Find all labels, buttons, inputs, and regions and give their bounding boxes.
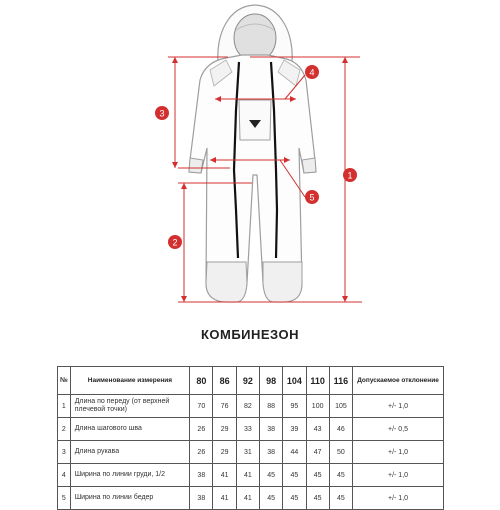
col-header-size: 80 [190, 367, 213, 395]
hood [218, 5, 292, 62]
col-header-size: 86 [213, 367, 236, 395]
svg-text:4: 4 [309, 67, 315, 78]
size-value: 45 [259, 487, 282, 510]
size-value: 47 [306, 441, 329, 464]
row-number: 2 [58, 418, 71, 441]
size-value: 50 [329, 441, 352, 464]
size-value: 39 [283, 418, 306, 441]
table-row [58, 487, 444, 510]
measurement-name: Длина по переду (от верхней плечевой точки) [70, 395, 190, 418]
tolerance-value: +/- 0,5 [353, 418, 444, 441]
size-value: 38 [259, 418, 282, 441]
size-value: 29 [213, 441, 236, 464]
measurement-name: Длина шагового шва [70, 418, 190, 441]
size-value: 88 [259, 395, 282, 418]
size-value: 100 [306, 395, 329, 418]
tolerance-value: +/- 1,0 [353, 464, 444, 487]
size-value: 105 [329, 395, 352, 418]
col-header-size: 104 [283, 367, 306, 395]
col-header-size: 92 [236, 367, 259, 395]
col-header-tolerance: Допускаемое отклонение [353, 367, 444, 395]
size-value: 41 [213, 487, 236, 510]
size-value: 45 [329, 464, 352, 487]
row-number: 1 [58, 395, 71, 418]
row-number: 3 [58, 441, 71, 464]
right-leg-cuff [263, 262, 302, 302]
left-cuff [189, 158, 203, 173]
size-value: 46 [329, 418, 352, 441]
size-value: 33 [236, 418, 259, 441]
size-value: 70 [190, 395, 213, 418]
svg-text:1: 1 [347, 170, 353, 181]
product-title: КОМБИНЕЗОН [200, 327, 300, 342]
size-value: 82 [236, 395, 259, 418]
size-value: 45 [329, 487, 352, 510]
size-value: 26 [190, 441, 213, 464]
size-value: 45 [259, 464, 282, 487]
size-value: 29 [213, 418, 236, 441]
table-row [58, 441, 444, 464]
size-value: 38 [190, 464, 213, 487]
marker-4 [305, 65, 319, 79]
size-value: 41 [213, 464, 236, 487]
size-value: 95 [283, 395, 306, 418]
right-cuff [302, 158, 316, 173]
size-value: 76 [213, 395, 236, 418]
table-row [58, 418, 444, 441]
size-value: 41 [236, 487, 259, 510]
svg-text:5: 5 [309, 192, 315, 203]
measurement-name: Ширина по линии груди, 1/2 [70, 464, 190, 487]
tolerance-value: +/- 1,0 [353, 487, 444, 510]
size-value: 44 [283, 441, 306, 464]
svg-text:2: 2 [172, 237, 178, 248]
size-value: 45 [283, 487, 306, 510]
row-number: 5 [58, 487, 71, 510]
size-value: 26 [190, 418, 213, 441]
size-value: 45 [306, 464, 329, 487]
size-value: 38 [259, 441, 282, 464]
col-header-size: 116 [329, 367, 352, 395]
table-row [58, 395, 444, 418]
row-number: 4 [58, 464, 71, 487]
col-header-measurement: Наименование измерения [70, 367, 190, 395]
size-table [57, 366, 444, 510]
col-header-size: 98 [259, 367, 282, 395]
size-value: 45 [306, 487, 329, 510]
left-leg-cuff [206, 262, 247, 302]
col-header-size: 110 [306, 367, 329, 395]
measurement-name: Длина рукава [70, 441, 190, 464]
marker-2 [168, 235, 182, 249]
tolerance-value: +/- 1,0 [353, 441, 444, 464]
measurement-name: Ширина по линии бедер [70, 487, 190, 510]
marker-5 [305, 190, 319, 204]
marker-1 [343, 168, 357, 182]
table-header-row [58, 367, 444, 395]
size-value: 41 [236, 464, 259, 487]
tolerance-value: +/- 1,0 [353, 395, 444, 418]
svg-text:3: 3 [159, 108, 165, 119]
table-row [58, 464, 444, 487]
marker-3 [155, 106, 169, 120]
col-header-number: № [58, 367, 71, 395]
size-value: 38 [190, 487, 213, 510]
size-value: 45 [283, 464, 306, 487]
size-value: 31 [236, 441, 259, 464]
size-value: 43 [306, 418, 329, 441]
